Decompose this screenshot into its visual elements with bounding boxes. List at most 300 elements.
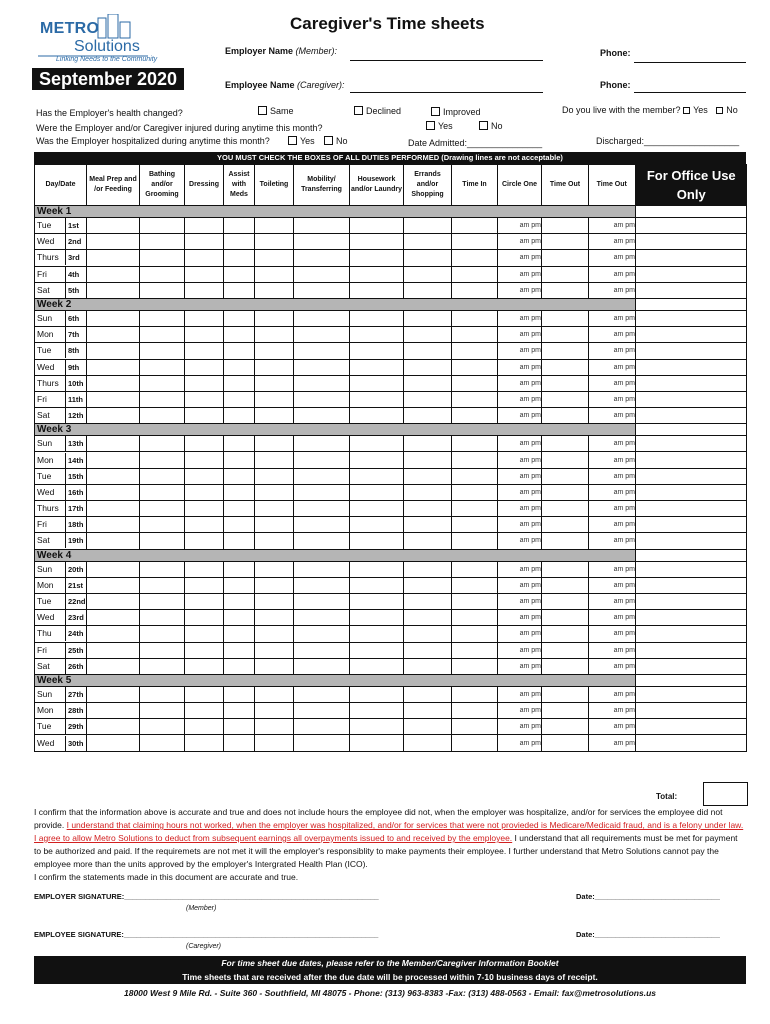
toileting-checkbox-cell[interactable]: [255, 703, 294, 719]
am-pm-selector[interactable]: am pm: [498, 391, 542, 407]
housework-checkbox-cell[interactable]: [350, 686, 404, 702]
am-pm-selector[interactable]: am pm: [498, 719, 542, 735]
meds-checkbox-cell[interactable]: [224, 703, 255, 719]
errands-checkbox-cell[interactable]: [404, 533, 452, 549]
date-admitted-field[interactable]: Date Admitted:_______________: [408, 138, 543, 148]
am-pm-selector[interactable]: am pm: [498, 593, 542, 609]
time-in-checkbox-cell[interactable]: [452, 218, 498, 234]
am-pm-selector-out[interactable]: am pm: [589, 436, 636, 452]
am-pm-selector-out[interactable]: am pm: [589, 343, 636, 359]
meds-checkbox-cell[interactable]: [224, 658, 255, 674]
am-pm-selector[interactable]: am pm: [498, 626, 542, 642]
dressing-checkbox-cell[interactable]: [185, 501, 224, 517]
errands-checkbox-cell[interactable]: [404, 282, 452, 298]
mobility-checkbox-cell[interactable]: [294, 282, 350, 298]
meds-checkbox-cell[interactable]: [224, 408, 255, 424]
bathing-checkbox-cell[interactable]: [140, 593, 185, 609]
time-out-cell[interactable]: [542, 577, 589, 593]
time-in-checkbox-cell[interactable]: [452, 408, 498, 424]
injured-yes-option[interactable]: Yes: [426, 121, 453, 131]
meal-checkbox-cell[interactable]: [87, 391, 140, 407]
toileting-checkbox-cell[interactable]: [255, 533, 294, 549]
mobility-checkbox-cell[interactable]: [294, 686, 350, 702]
time-out-cell[interactable]: [542, 408, 589, 424]
am-pm-selector[interactable]: am pm: [498, 501, 542, 517]
time-out-cell[interactable]: [542, 359, 589, 375]
injured-no-checkbox[interactable]: [479, 121, 488, 130]
time-out-cell[interactable]: [542, 343, 589, 359]
meds-checkbox-cell[interactable]: [224, 577, 255, 593]
am-pm-selector[interactable]: am pm: [498, 561, 542, 577]
time-in-checkbox-cell[interactable]: [452, 436, 498, 452]
dressing-checkbox-cell[interactable]: [185, 375, 224, 391]
toileting-checkbox-cell[interactable]: [255, 577, 294, 593]
employee-date-field[interactable]: Date:______________________________: [576, 930, 720, 939]
am-pm-selector[interactable]: am pm: [498, 468, 542, 484]
time-out-cell[interactable]: [542, 593, 589, 609]
housework-checkbox-cell[interactable]: [350, 735, 404, 751]
mobility-checkbox-cell[interactable]: [294, 593, 350, 609]
dressing-checkbox-cell[interactable]: [185, 343, 224, 359]
housework-checkbox-cell[interactable]: [350, 436, 404, 452]
errands-checkbox-cell[interactable]: [404, 642, 452, 658]
time-out-cell[interactable]: [542, 658, 589, 674]
time-in-checkbox-cell[interactable]: [452, 735, 498, 751]
bathing-checkbox-cell[interactable]: [140, 218, 185, 234]
employee-phone-field[interactable]: [634, 82, 746, 93]
housework-checkbox-cell[interactable]: [350, 375, 404, 391]
employer-signature-field[interactable]: EMPLOYER SIGNATURE:_____________________________________________________________: [34, 892, 379, 901]
bathing-checkbox-cell[interactable]: [140, 452, 185, 468]
toileting-checkbox-cell[interactable]: [255, 686, 294, 702]
time-in-checkbox-cell[interactable]: [452, 484, 498, 500]
time-out-cell[interactable]: [542, 686, 589, 702]
bathing-checkbox-cell[interactable]: [140, 484, 185, 500]
bathing-checkbox-cell[interactable]: [140, 359, 185, 375]
dressing-checkbox-cell[interactable]: [185, 561, 224, 577]
mobility-checkbox-cell[interactable]: [294, 327, 350, 343]
toileting-checkbox-cell[interactable]: [255, 375, 294, 391]
time-in-checkbox-cell[interactable]: [452, 234, 498, 250]
dressing-checkbox-cell[interactable]: [185, 642, 224, 658]
am-pm-selector-out[interactable]: am pm: [589, 234, 636, 250]
housework-checkbox-cell[interactable]: [350, 468, 404, 484]
mobility-checkbox-cell[interactable]: [294, 719, 350, 735]
dressing-checkbox-cell[interactable]: [185, 626, 224, 642]
errands-checkbox-cell[interactable]: [404, 735, 452, 751]
time-in-checkbox-cell[interactable]: [452, 533, 498, 549]
meal-checkbox-cell[interactable]: [87, 327, 140, 343]
am-pm-selector[interactable]: am pm: [498, 610, 542, 626]
meal-checkbox-cell[interactable]: [87, 686, 140, 702]
am-pm-selector[interactable]: am pm: [498, 436, 542, 452]
meds-checkbox-cell[interactable]: [224, 719, 255, 735]
bathing-checkbox-cell[interactable]: [140, 343, 185, 359]
toileting-checkbox-cell[interactable]: [255, 234, 294, 250]
mobility-checkbox-cell[interactable]: [294, 533, 350, 549]
time-in-checkbox-cell[interactable]: [452, 658, 498, 674]
am-pm-selector-out[interactable]: am pm: [589, 484, 636, 500]
toileting-checkbox-cell[interactable]: [255, 735, 294, 751]
bathing-checkbox-cell[interactable]: [140, 375, 185, 391]
housework-checkbox-cell[interactable]: [350, 452, 404, 468]
bathing-checkbox-cell[interactable]: [140, 517, 185, 533]
time-in-checkbox-cell[interactable]: [452, 250, 498, 266]
housework-checkbox-cell[interactable]: [350, 517, 404, 533]
meds-checkbox-cell[interactable]: [224, 327, 255, 343]
housework-checkbox-cell[interactable]: [350, 593, 404, 609]
meal-checkbox-cell[interactable]: [87, 610, 140, 626]
am-pm-selector-out[interactable]: am pm: [589, 282, 636, 298]
employee-name-field[interactable]: [350, 82, 543, 93]
mobility-checkbox-cell[interactable]: [294, 642, 350, 658]
mobility-checkbox-cell[interactable]: [294, 250, 350, 266]
injured-yes-checkbox[interactable]: [426, 121, 435, 130]
toileting-checkbox-cell[interactable]: [255, 593, 294, 609]
mobility-checkbox-cell[interactable]: [294, 658, 350, 674]
housework-checkbox-cell[interactable]: [350, 327, 404, 343]
mobility-checkbox-cell[interactable]: [294, 359, 350, 375]
am-pm-selector[interactable]: am pm: [498, 686, 542, 702]
am-pm-selector-out[interactable]: am pm: [589, 359, 636, 375]
meal-checkbox-cell[interactable]: [87, 533, 140, 549]
meal-checkbox-cell[interactable]: [87, 359, 140, 375]
time-in-checkbox-cell[interactable]: [452, 561, 498, 577]
errands-checkbox-cell[interactable]: [404, 452, 452, 468]
meds-checkbox-cell[interactable]: [224, 391, 255, 407]
toileting-checkbox-cell[interactable]: [255, 327, 294, 343]
housework-checkbox-cell[interactable]: [350, 218, 404, 234]
meal-checkbox-cell[interactable]: [87, 517, 140, 533]
dressing-checkbox-cell[interactable]: [185, 234, 224, 250]
toileting-checkbox-cell[interactable]: [255, 484, 294, 500]
toileting-checkbox-cell[interactable]: [255, 391, 294, 407]
am-pm-selector-out[interactable]: am pm: [589, 626, 636, 642]
errands-checkbox-cell[interactable]: [404, 626, 452, 642]
meds-checkbox-cell[interactable]: [224, 484, 255, 500]
mobility-checkbox-cell[interactable]: [294, 626, 350, 642]
meds-checkbox-cell[interactable]: [224, 282, 255, 298]
am-pm-selector-out[interactable]: am pm: [589, 658, 636, 674]
meds-checkbox-cell[interactable]: [224, 735, 255, 751]
meds-checkbox-cell[interactable]: [224, 452, 255, 468]
toileting-checkbox-cell[interactable]: [255, 408, 294, 424]
am-pm-selector[interactable]: am pm: [498, 375, 542, 391]
dressing-checkbox-cell[interactable]: [185, 436, 224, 452]
dressing-checkbox-cell[interactable]: [185, 735, 224, 751]
time-in-checkbox-cell[interactable]: [452, 719, 498, 735]
housework-checkbox-cell[interactable]: [350, 658, 404, 674]
bathing-checkbox-cell[interactable]: [140, 391, 185, 407]
dressing-checkbox-cell[interactable]: [185, 686, 224, 702]
meds-checkbox-cell[interactable]: [224, 234, 255, 250]
meds-checkbox-cell[interactable]: [224, 517, 255, 533]
errands-checkbox-cell[interactable]: [404, 719, 452, 735]
dressing-checkbox-cell[interactable]: [185, 218, 224, 234]
time-in-checkbox-cell[interactable]: [452, 391, 498, 407]
dressing-checkbox-cell[interactable]: [185, 517, 224, 533]
discharged-field[interactable]: Discharged:___________________: [596, 136, 740, 146]
toileting-checkbox-cell[interactable]: [255, 626, 294, 642]
am-pm-selector-out[interactable]: am pm: [589, 266, 636, 282]
employer-date-field[interactable]: Date:______________________________: [576, 892, 720, 901]
live-no-checkbox[interactable]: [716, 107, 723, 114]
meds-checkbox-cell[interactable]: [224, 250, 255, 266]
dressing-checkbox-cell[interactable]: [185, 484, 224, 500]
time-out-cell[interactable]: [542, 735, 589, 751]
errands-checkbox-cell[interactable]: [404, 686, 452, 702]
time-in-checkbox-cell[interactable]: [452, 327, 498, 343]
am-pm-selector-out[interactable]: am pm: [589, 561, 636, 577]
mobility-checkbox-cell[interactable]: [294, 375, 350, 391]
meds-checkbox-cell[interactable]: [224, 375, 255, 391]
toileting-checkbox-cell[interactable]: [255, 266, 294, 282]
time-out-cell[interactable]: [542, 561, 589, 577]
mobility-checkbox-cell[interactable]: [294, 266, 350, 282]
toileting-checkbox-cell[interactable]: [255, 658, 294, 674]
meds-checkbox-cell[interactable]: [224, 593, 255, 609]
errands-checkbox-cell[interactable]: [404, 593, 452, 609]
errands-checkbox-cell[interactable]: [404, 468, 452, 484]
time-out-cell[interactable]: [542, 703, 589, 719]
meds-checkbox-cell[interactable]: [224, 359, 255, 375]
toileting-checkbox-cell[interactable]: [255, 642, 294, 658]
housework-checkbox-cell[interactable]: [350, 343, 404, 359]
errands-checkbox-cell[interactable]: [404, 703, 452, 719]
bathing-checkbox-cell[interactable]: [140, 266, 185, 282]
am-pm-selector-out[interactable]: am pm: [589, 408, 636, 424]
am-pm-selector-out[interactable]: am pm: [589, 327, 636, 343]
am-pm-selector[interactable]: am pm: [498, 343, 542, 359]
am-pm-selector-out[interactable]: am pm: [589, 719, 636, 735]
hosp-yes-option[interactable]: Yes: [288, 136, 315, 146]
meal-checkbox-cell[interactable]: [87, 343, 140, 359]
meal-checkbox-cell[interactable]: [87, 626, 140, 642]
time-out-cell[interactable]: [542, 327, 589, 343]
time-out-cell[interactable]: [542, 626, 589, 642]
am-pm-selector-out[interactable]: am pm: [589, 218, 636, 234]
mobility-checkbox-cell[interactable]: [294, 484, 350, 500]
am-pm-selector[interactable]: am pm: [498, 517, 542, 533]
mobility-checkbox-cell[interactable]: [294, 452, 350, 468]
dressing-checkbox-cell[interactable]: [185, 658, 224, 674]
meal-checkbox-cell[interactable]: [87, 468, 140, 484]
meal-checkbox-cell[interactable]: [87, 561, 140, 577]
am-pm-selector[interactable]: am pm: [498, 642, 542, 658]
time-out-cell[interactable]: [542, 484, 589, 500]
am-pm-selector[interactable]: am pm: [498, 408, 542, 424]
mobility-checkbox-cell[interactable]: [294, 501, 350, 517]
meal-checkbox-cell[interactable]: [87, 408, 140, 424]
bathing-checkbox-cell[interactable]: [140, 577, 185, 593]
housework-checkbox-cell[interactable]: [350, 408, 404, 424]
time-out-cell[interactable]: [542, 610, 589, 626]
toileting-checkbox-cell[interactable]: [255, 468, 294, 484]
mobility-checkbox-cell[interactable]: [294, 310, 350, 326]
meds-checkbox-cell[interactable]: [224, 533, 255, 549]
am-pm-selector-out[interactable]: am pm: [589, 468, 636, 484]
mobility-checkbox-cell[interactable]: [294, 517, 350, 533]
am-pm-selector[interactable]: am pm: [498, 250, 542, 266]
meal-checkbox-cell[interactable]: [87, 282, 140, 298]
time-in-checkbox-cell[interactable]: [452, 686, 498, 702]
same-option[interactable]: Same: [258, 106, 294, 116]
toileting-checkbox-cell[interactable]: [255, 218, 294, 234]
dressing-checkbox-cell[interactable]: [185, 577, 224, 593]
time-out-cell[interactable]: [542, 391, 589, 407]
dressing-checkbox-cell[interactable]: [185, 593, 224, 609]
meds-checkbox-cell[interactable]: [224, 436, 255, 452]
hosp-yes-checkbox[interactable]: [288, 136, 297, 145]
employee-signature-field[interactable]: EMPLOYEE SIGNATURE:_____________________________________________________________: [34, 930, 379, 939]
errands-checkbox-cell[interactable]: [404, 610, 452, 626]
housework-checkbox-cell[interactable]: [350, 484, 404, 500]
toileting-checkbox-cell[interactable]: [255, 250, 294, 266]
time-out-cell[interactable]: [542, 501, 589, 517]
toileting-checkbox-cell[interactable]: [255, 719, 294, 735]
housework-checkbox-cell[interactable]: [350, 234, 404, 250]
housework-checkbox-cell[interactable]: [350, 250, 404, 266]
housework-checkbox-cell[interactable]: [350, 626, 404, 642]
time-in-checkbox-cell[interactable]: [452, 310, 498, 326]
bathing-checkbox-cell[interactable]: [140, 250, 185, 266]
am-pm-selector[interactable]: am pm: [498, 735, 542, 751]
mobility-checkbox-cell[interactable]: [294, 218, 350, 234]
mobility-checkbox-cell[interactable]: [294, 343, 350, 359]
toileting-checkbox-cell[interactable]: [255, 359, 294, 375]
dressing-checkbox-cell[interactable]: [185, 282, 224, 298]
mobility-checkbox-cell[interactable]: [294, 561, 350, 577]
meds-checkbox-cell[interactable]: [224, 686, 255, 702]
meal-checkbox-cell[interactable]: [87, 266, 140, 282]
errands-checkbox-cell[interactable]: [404, 561, 452, 577]
mobility-checkbox-cell[interactable]: [294, 436, 350, 452]
errands-checkbox-cell[interactable]: [404, 234, 452, 250]
meds-checkbox-cell[interactable]: [224, 343, 255, 359]
am-pm-selector[interactable]: am pm: [498, 658, 542, 674]
mobility-checkbox-cell[interactable]: [294, 610, 350, 626]
errands-checkbox-cell[interactable]: [404, 375, 452, 391]
improved-option[interactable]: Improved: [431, 107, 481, 117]
housework-checkbox-cell[interactable]: [350, 610, 404, 626]
meds-checkbox-cell[interactable]: [224, 218, 255, 234]
am-pm-selector[interactable]: am pm: [498, 703, 542, 719]
am-pm-selector-out[interactable]: am pm: [589, 310, 636, 326]
bathing-checkbox-cell[interactable]: [140, 234, 185, 250]
am-pm-selector-out[interactable]: am pm: [589, 533, 636, 549]
errands-checkbox-cell[interactable]: [404, 310, 452, 326]
toileting-checkbox-cell[interactable]: [255, 343, 294, 359]
time-out-cell[interactable]: [542, 282, 589, 298]
dressing-checkbox-cell[interactable]: [185, 719, 224, 735]
bathing-checkbox-cell[interactable]: [140, 408, 185, 424]
meal-checkbox-cell[interactable]: [87, 719, 140, 735]
errands-checkbox-cell[interactable]: [404, 266, 452, 282]
dressing-checkbox-cell[interactable]: [185, 327, 224, 343]
meds-checkbox-cell[interactable]: [224, 642, 255, 658]
time-out-cell[interactable]: [542, 533, 589, 549]
time-out-cell[interactable]: [542, 468, 589, 484]
am-pm-selector[interactable]: am pm: [498, 359, 542, 375]
toileting-checkbox-cell[interactable]: [255, 517, 294, 533]
bathing-checkbox-cell[interactable]: [140, 282, 185, 298]
mobility-checkbox-cell[interactable]: [294, 408, 350, 424]
toileting-checkbox-cell[interactable]: [255, 282, 294, 298]
time-in-checkbox-cell[interactable]: [452, 282, 498, 298]
time-in-checkbox-cell[interactable]: [452, 501, 498, 517]
live-yes-checkbox[interactable]: [683, 107, 690, 114]
am-pm-selector[interactable]: am pm: [498, 452, 542, 468]
time-out-cell[interactable]: [542, 452, 589, 468]
toileting-checkbox-cell[interactable]: [255, 501, 294, 517]
time-out-cell[interactable]: [542, 719, 589, 735]
bathing-checkbox-cell[interactable]: [140, 703, 185, 719]
meal-checkbox-cell[interactable]: [87, 735, 140, 751]
declined-checkbox[interactable]: [354, 106, 363, 115]
errands-checkbox-cell[interactable]: [404, 391, 452, 407]
time-out-cell[interactable]: [542, 517, 589, 533]
dressing-checkbox-cell[interactable]: [185, 391, 224, 407]
errands-checkbox-cell[interactable]: [404, 517, 452, 533]
toileting-checkbox-cell[interactable]: [255, 452, 294, 468]
am-pm-selector-out[interactable]: am pm: [589, 250, 636, 266]
am-pm-selector-out[interactable]: am pm: [589, 577, 636, 593]
declined-option[interactable]: Declined: [354, 106, 401, 116]
time-out-cell[interactable]: [542, 266, 589, 282]
mobility-checkbox-cell[interactable]: [294, 735, 350, 751]
errands-checkbox-cell[interactable]: [404, 327, 452, 343]
dressing-checkbox-cell[interactable]: [185, 703, 224, 719]
meal-checkbox-cell[interactable]: [87, 436, 140, 452]
bathing-checkbox-cell[interactable]: [140, 327, 185, 343]
toileting-checkbox-cell[interactable]: [255, 610, 294, 626]
time-in-checkbox-cell[interactable]: [452, 266, 498, 282]
errands-checkbox-cell[interactable]: [404, 658, 452, 674]
am-pm-selector-out[interactable]: am pm: [589, 391, 636, 407]
errands-checkbox-cell[interactable]: [404, 343, 452, 359]
time-out-cell[interactable]: [542, 218, 589, 234]
meal-checkbox-cell[interactable]: [87, 250, 140, 266]
meal-checkbox-cell[interactable]: [87, 452, 140, 468]
bathing-checkbox-cell[interactable]: [140, 310, 185, 326]
am-pm-selector-out[interactable]: am pm: [589, 610, 636, 626]
total-field[interactable]: [703, 782, 748, 806]
mobility-checkbox-cell[interactable]: [294, 577, 350, 593]
bathing-checkbox-cell[interactable]: [140, 686, 185, 702]
housework-checkbox-cell[interactable]: [350, 501, 404, 517]
meds-checkbox-cell[interactable]: [224, 468, 255, 484]
bathing-checkbox-cell[interactable]: [140, 735, 185, 751]
hosp-no-checkbox[interactable]: [324, 136, 333, 145]
bathing-checkbox-cell[interactable]: [140, 658, 185, 674]
meal-checkbox-cell[interactable]: [87, 375, 140, 391]
housework-checkbox-cell[interactable]: [350, 359, 404, 375]
dressing-checkbox-cell[interactable]: [185, 408, 224, 424]
meal-checkbox-cell[interactable]: [87, 218, 140, 234]
meds-checkbox-cell[interactable]: [224, 626, 255, 642]
meal-checkbox-cell[interactable]: [87, 658, 140, 674]
am-pm-selector-out[interactable]: am pm: [589, 375, 636, 391]
mobility-checkbox-cell[interactable]: [294, 468, 350, 484]
errands-checkbox-cell[interactable]: [404, 359, 452, 375]
bathing-checkbox-cell[interactable]: [140, 626, 185, 642]
meds-checkbox-cell[interactable]: [224, 561, 255, 577]
meds-checkbox-cell[interactable]: [224, 610, 255, 626]
injured-no-option[interactable]: No: [479, 121, 503, 131]
am-pm-selector-out[interactable]: am pm: [589, 703, 636, 719]
employer-name-field[interactable]: [350, 50, 543, 61]
improved-checkbox[interactable]: [431, 107, 440, 116]
